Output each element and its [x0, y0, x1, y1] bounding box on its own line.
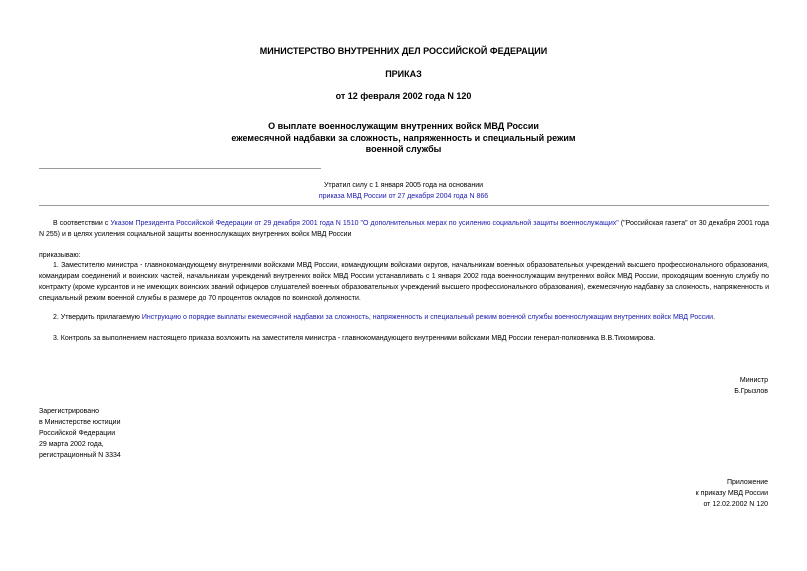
- appendix-block: [500, 477, 768, 510]
- document-title-line-3: военной службы: [365, 144, 442, 154]
- instruction-link[interactable]: Инструкцию о порядке выплаты ежемесячной надбавки за сложность, напряженность и специальный режим военной службы военнослужащим внутренних войск МВД России: [141, 314, 714, 321]
- preamble-text-start: В соответствии с: [53, 220, 111, 227]
- registration-line-4: 29 марта 2002 года,: [39, 441, 104, 448]
- item-2-text-end: .: [713, 314, 716, 321]
- document-date-number: от 12 февраля 2002 года N 120: [335, 91, 472, 101]
- signature-name: Б.Грызлов: [734, 388, 768, 395]
- preamble-paragraph: [39, 218, 769, 240]
- appendix-line-1: Приложение: [726, 479, 768, 486]
- item-2-text-start: 2. Утвердить прилагаемую: [53, 314, 142, 321]
- order-item-1: 1. Заместителю министра - главнокомандующему внутренними войсками МВД России, командующим войсками округов, начальникам военных образовательных учреждений высшего профессионального образования, командирам соединений и воинских частей, начальникам учреждений внутренних войск МВД России устанавливать с 1 января 2002 года военнослужащим внутренних войск МВД России, проходящим военную службу по контракту (кроме курсантов и не имеющих воинских званий офицеров слушателей военных образовательных учреждений высшего профессионального образования), ежемесячную надбавку за сложность, напряженность и специальный режим военной службы в размере до 70 процентов окладов по воинской должности.: [39, 262, 769, 302]
- divider-long: [39, 205, 769, 206]
- orders-word: приказываю:: [39, 252, 81, 259]
- order-item-2: [39, 312, 769, 323]
- repeal-order-link[interactable]: приказа МВД России от 27 декабря 2004 года N 866: [318, 193, 489, 200]
- appendix-line-3: от 12.02.2002 N 120: [703, 501, 768, 508]
- registration-line-1: Зарегистрировано: [39, 408, 99, 415]
- signature-position: Министр: [739, 377, 768, 384]
- document-type: ПРИКАЗ: [385, 69, 422, 79]
- document-title-line-1: О выплате военнослужащим внутренних войск МВД России: [268, 121, 539, 131]
- registration-block: [39, 406, 339, 461]
- registration-line-5: регистрационный N 3334: [39, 452, 121, 459]
- document-title-line-2: ежемесячной надбавки за сложность, напряженность и специальный режим: [231, 133, 576, 143]
- presidential-decree-link[interactable]: Указом Президента Российской Федерации от 29 декабря 2001 года N 1510 "О дополнительных мерах по усилению социальной защиты военнослужащих": [110, 220, 619, 227]
- repeal-notice-line: Утратил силу с 1 января 2005 года на основании: [323, 182, 484, 189]
- registration-line-3: Российской Федерации: [39, 430, 116, 437]
- preamble-text-end: ("Российская газета" от 30 декабря 2001 года N 255) и в целях усиления социальной защиты военнослужащих внутренних войск МВД России: [39, 220, 770, 238]
- repeal-notice-link-wrap: [0, 191, 807, 202]
- ministry-title: МИНИСТЕРСТВО ВНУТРЕННИХ ДЕЛ РОССИЙСКОЙ ФЕДЕРАЦИИ: [259, 46, 548, 56]
- order-item-3: 3. Контроль за выполнением настоящего приказа возложить на заместителя министра - главнокомандующего внутренними войсками МВД России генерал-полковника В.В.Тихомирова.: [53, 335, 656, 342]
- registration-line-2: в Министерстве юстиции: [39, 419, 121, 426]
- appendix-line-2: к приказу МВД России: [695, 490, 768, 497]
- divider-short: [39, 168, 321, 169]
